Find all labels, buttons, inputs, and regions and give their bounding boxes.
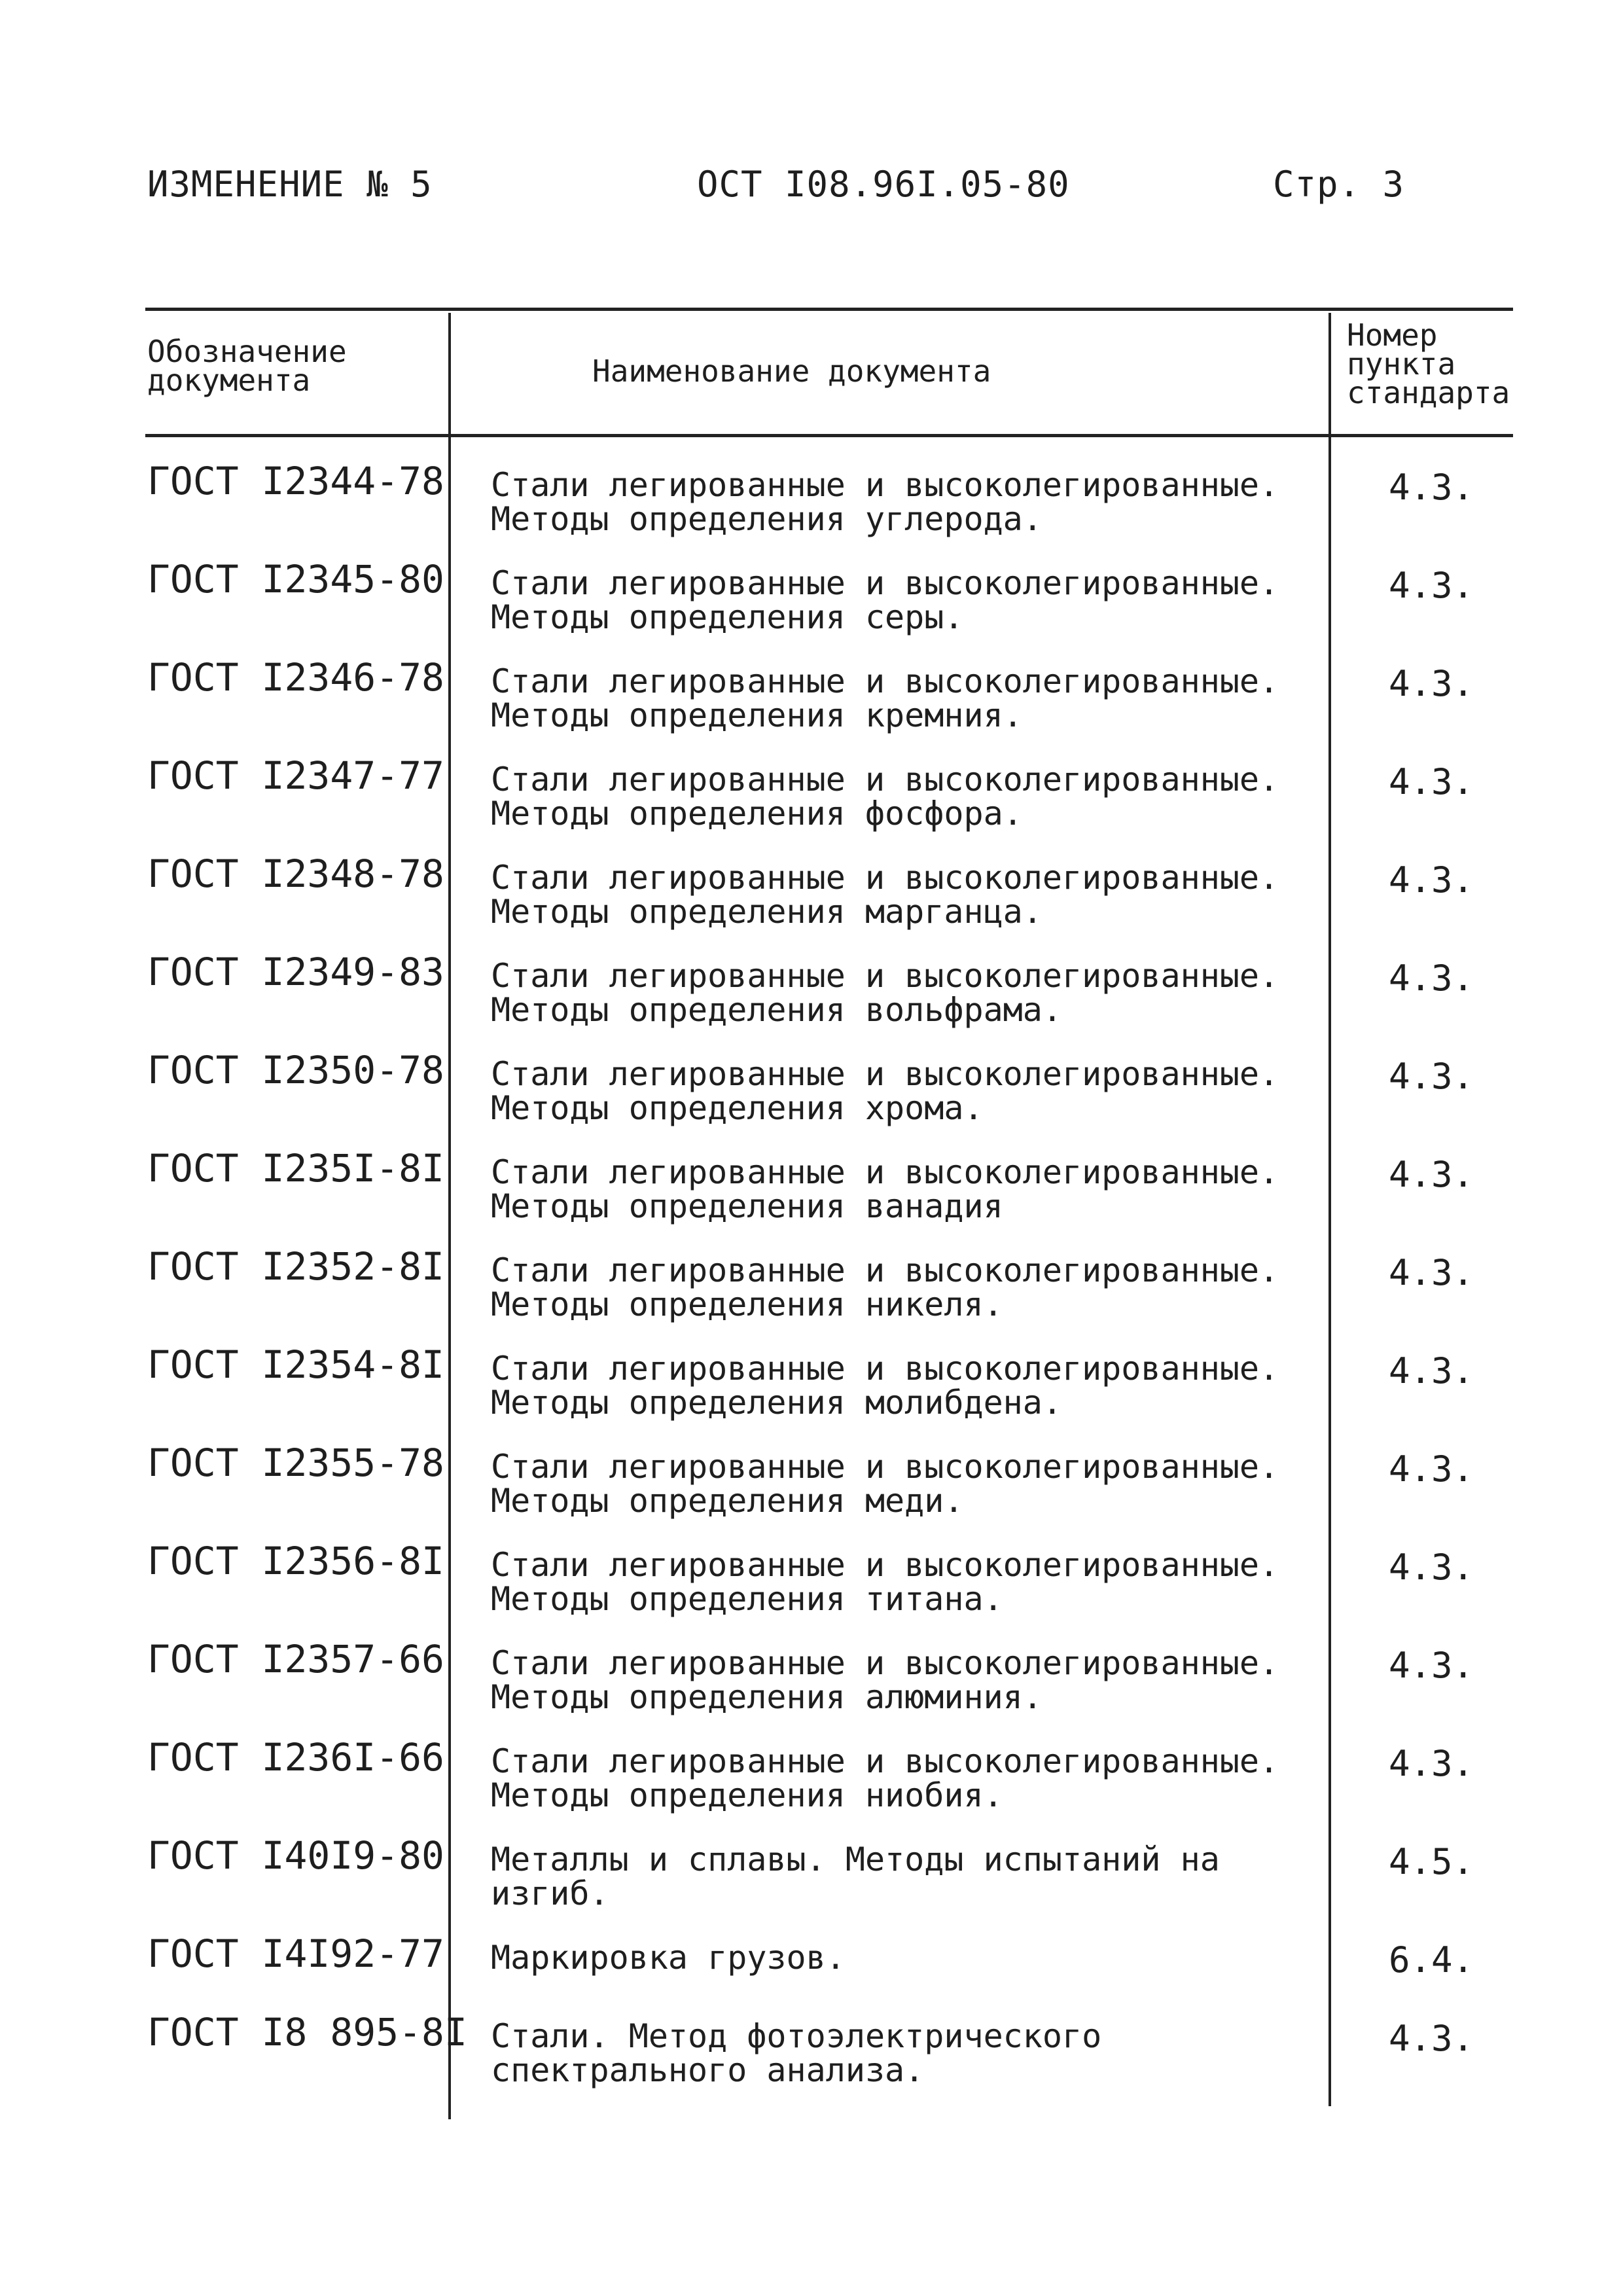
document-designation: ГОСТ I2354-8I (147, 1342, 444, 1387)
document-designation: ГОСТ I2344-78 (147, 459, 444, 503)
document-title (491, 2019, 1322, 2087)
document-designation: ГОСТ I2348-78 (147, 852, 444, 896)
document-title-line: изгиб. (491, 1874, 609, 1912)
document-designation: ГОСТ I2355-78 (147, 1441, 444, 1485)
document-title (491, 1155, 1322, 1223)
document-designation: ГОСТ I236I-66 (147, 1735, 444, 1780)
document-title (491, 762, 1322, 831)
clause-number: 4.3. (1389, 663, 1474, 704)
document-title-line: Стали легированные и высоколегированные. (491, 466, 1279, 504)
table-row (0, 655, 1623, 756)
document-title-line: Методы определения марганца. (491, 893, 1043, 931)
document-title (491, 1941, 1322, 1975)
document-title-line: Стали легированные и высоколегированные. (491, 1055, 1279, 1093)
document-title-line: Стали легированные и высоколегированные. (491, 1251, 1279, 1289)
table-row (0, 461, 1623, 560)
document-title-line: Металлы и сплавы. Методы испытаний на (491, 1840, 1220, 1878)
column-header-designation: Обозначение документа (147, 334, 347, 398)
document-designation: ГОСТ I2357-66 (147, 1637, 444, 1681)
document-title-line: Маркировка грузов. (491, 1939, 846, 1977)
document-title (491, 1450, 1322, 1518)
document-title-line: Методы определения молибдена. (491, 1384, 1062, 1422)
table-row (0, 1541, 1623, 1640)
document-title-line: Методы определения вольфрама. (491, 991, 1062, 1029)
clause-number: 4.3. (1389, 761, 1474, 802)
document-designation: ГОСТ I40I9-80 (147, 1833, 444, 1878)
clause-number: 4.3. (1389, 1252, 1474, 1293)
document-designation: ГОСТ I2352-8I (147, 1244, 444, 1289)
clause-number: 4.3. (1389, 1056, 1474, 1097)
document-title-line: Методы определения серы. (491, 598, 964, 636)
document-title-line: Стали легированные и высоколегированные. (491, 1448, 1279, 1486)
clause-number: 4.3. (1389, 1743, 1474, 1784)
document-title-line: Методы определения алюминия. (491, 1678, 1043, 1716)
clause-number: 4.3. (1389, 1154, 1474, 1195)
table-row (0, 1342, 1623, 1443)
standard-code: ОСТ I08.96I.05-80 (697, 164, 1070, 205)
table-row (0, 557, 1623, 658)
table-row (0, 854, 1623, 952)
document-title (491, 1057, 1322, 1125)
table-row (0, 1244, 1623, 1345)
column-header-title: Наименование документа (592, 353, 991, 389)
document-title-line: Стали легированные и высоколегированные. (491, 957, 1279, 995)
table-top-rule (145, 308, 1513, 311)
clause-number: 4.3. (1389, 1350, 1474, 1391)
clause-number: 4.3. (1389, 958, 1474, 999)
document-title (491, 1253, 1322, 1321)
document-designation: ГОСТ I2347-77 (147, 753, 444, 798)
document-title-line: Стали легированные и высоколегированные. (491, 1742, 1279, 1780)
document-title-line: спектрального анализа. (491, 2051, 925, 2089)
clause-number: 6.4. (1389, 1939, 1474, 1981)
table-row (0, 1833, 1623, 1934)
document-title-line: Методы определения хрома. (491, 1089, 984, 1127)
clause-number: 4.3. (1389, 467, 1474, 508)
document-title (491, 1548, 1322, 1616)
table-row (0, 952, 1623, 1050)
table-row (0, 1443, 1623, 1541)
document-title-line: Стали легированные и высоколегированные. (491, 564, 1279, 602)
document-title (491, 1744, 1322, 1812)
document-designation: ГОСТ I2349-83 (147, 950, 444, 994)
document-designation: ГОСТ I2345-80 (147, 557, 444, 601)
document-title-line: Методы определения углерода. (491, 500, 1043, 538)
document-title (491, 1842, 1322, 1910)
document-title (491, 664, 1322, 732)
table-row (0, 2010, 1623, 2111)
table-header-rule (145, 434, 1513, 437)
table-row (0, 1637, 1623, 1738)
document-title-line: Стали легированные и высоколегированные. (491, 1644, 1279, 1682)
document-title (491, 1352, 1322, 1420)
clause-number: 4.3. (1389, 565, 1474, 606)
table-row (0, 1735, 1623, 1836)
document-title-line: Стали легированные и высоколегированные. (491, 859, 1279, 897)
document-title-line: Стали легированные и высоколегированные. (491, 1546, 1279, 1584)
clause-number: 4.5. (1389, 1841, 1474, 1882)
table-row (0, 1146, 1623, 1247)
document-title-line: Методы определения ванадия (491, 1187, 1003, 1225)
clause-number: 4.3. (1389, 1645, 1474, 1686)
document-title-line: Методы определения ниобия. (491, 1776, 1003, 1814)
document-designation: ГОСТ I2356-8I (147, 1539, 444, 1583)
clause-number: 4.3. (1389, 2018, 1474, 2059)
document-title (491, 861, 1322, 929)
document-designation: ГОСТ I2346-78 (147, 655, 444, 700)
document-title-line: Стали легированные и высоколегированные. (491, 761, 1279, 798)
document-designation: ГОСТ I8 895-8I (147, 2010, 467, 2054)
document-title (491, 959, 1322, 1027)
document-title (491, 566, 1322, 634)
document-title-line: Стали. Метод фотоэлектрического (491, 2017, 1102, 2055)
document-designation: ГОСТ I4I92-77 (147, 1931, 444, 1976)
table-row (0, 1050, 1623, 1149)
clause-number: 4.3. (1389, 1547, 1474, 1588)
document-title-line: Методы определения никеля. (491, 1285, 1003, 1323)
document-title-line: Методы определения меди. (491, 1482, 964, 1520)
table-row (0, 753, 1623, 854)
clause-number: 4.3. (1389, 859, 1474, 901)
document-title-line: Методы определения титана. (491, 1580, 1003, 1618)
document-title-line: Стали легированные и высоколегированные. (491, 1153, 1279, 1191)
document-designation: ГОСТ I2350-78 (147, 1048, 444, 1092)
document-title-line: Методы определения фосфора. (491, 795, 1023, 833)
page-number: Стр. 3 (1273, 164, 1405, 205)
clause-number: 4.3. (1389, 1448, 1474, 1490)
document-title-line: Методы определения кремния. (491, 696, 1023, 734)
document-title (491, 1646, 1322, 1714)
document-title-line: Стали легированные и высоколегированные. (491, 662, 1279, 700)
document-title (491, 468, 1322, 536)
document-title-line: Стали легированные и высоколегированные. (491, 1350, 1279, 1388)
column-header-clause: Номер пункта стандарта (1347, 317, 1510, 410)
document-designation: ГОСТ I235I-8I (147, 1146, 444, 1191)
amendment-number: ИЗМЕНЕНИЕ № 5 (147, 164, 433, 205)
